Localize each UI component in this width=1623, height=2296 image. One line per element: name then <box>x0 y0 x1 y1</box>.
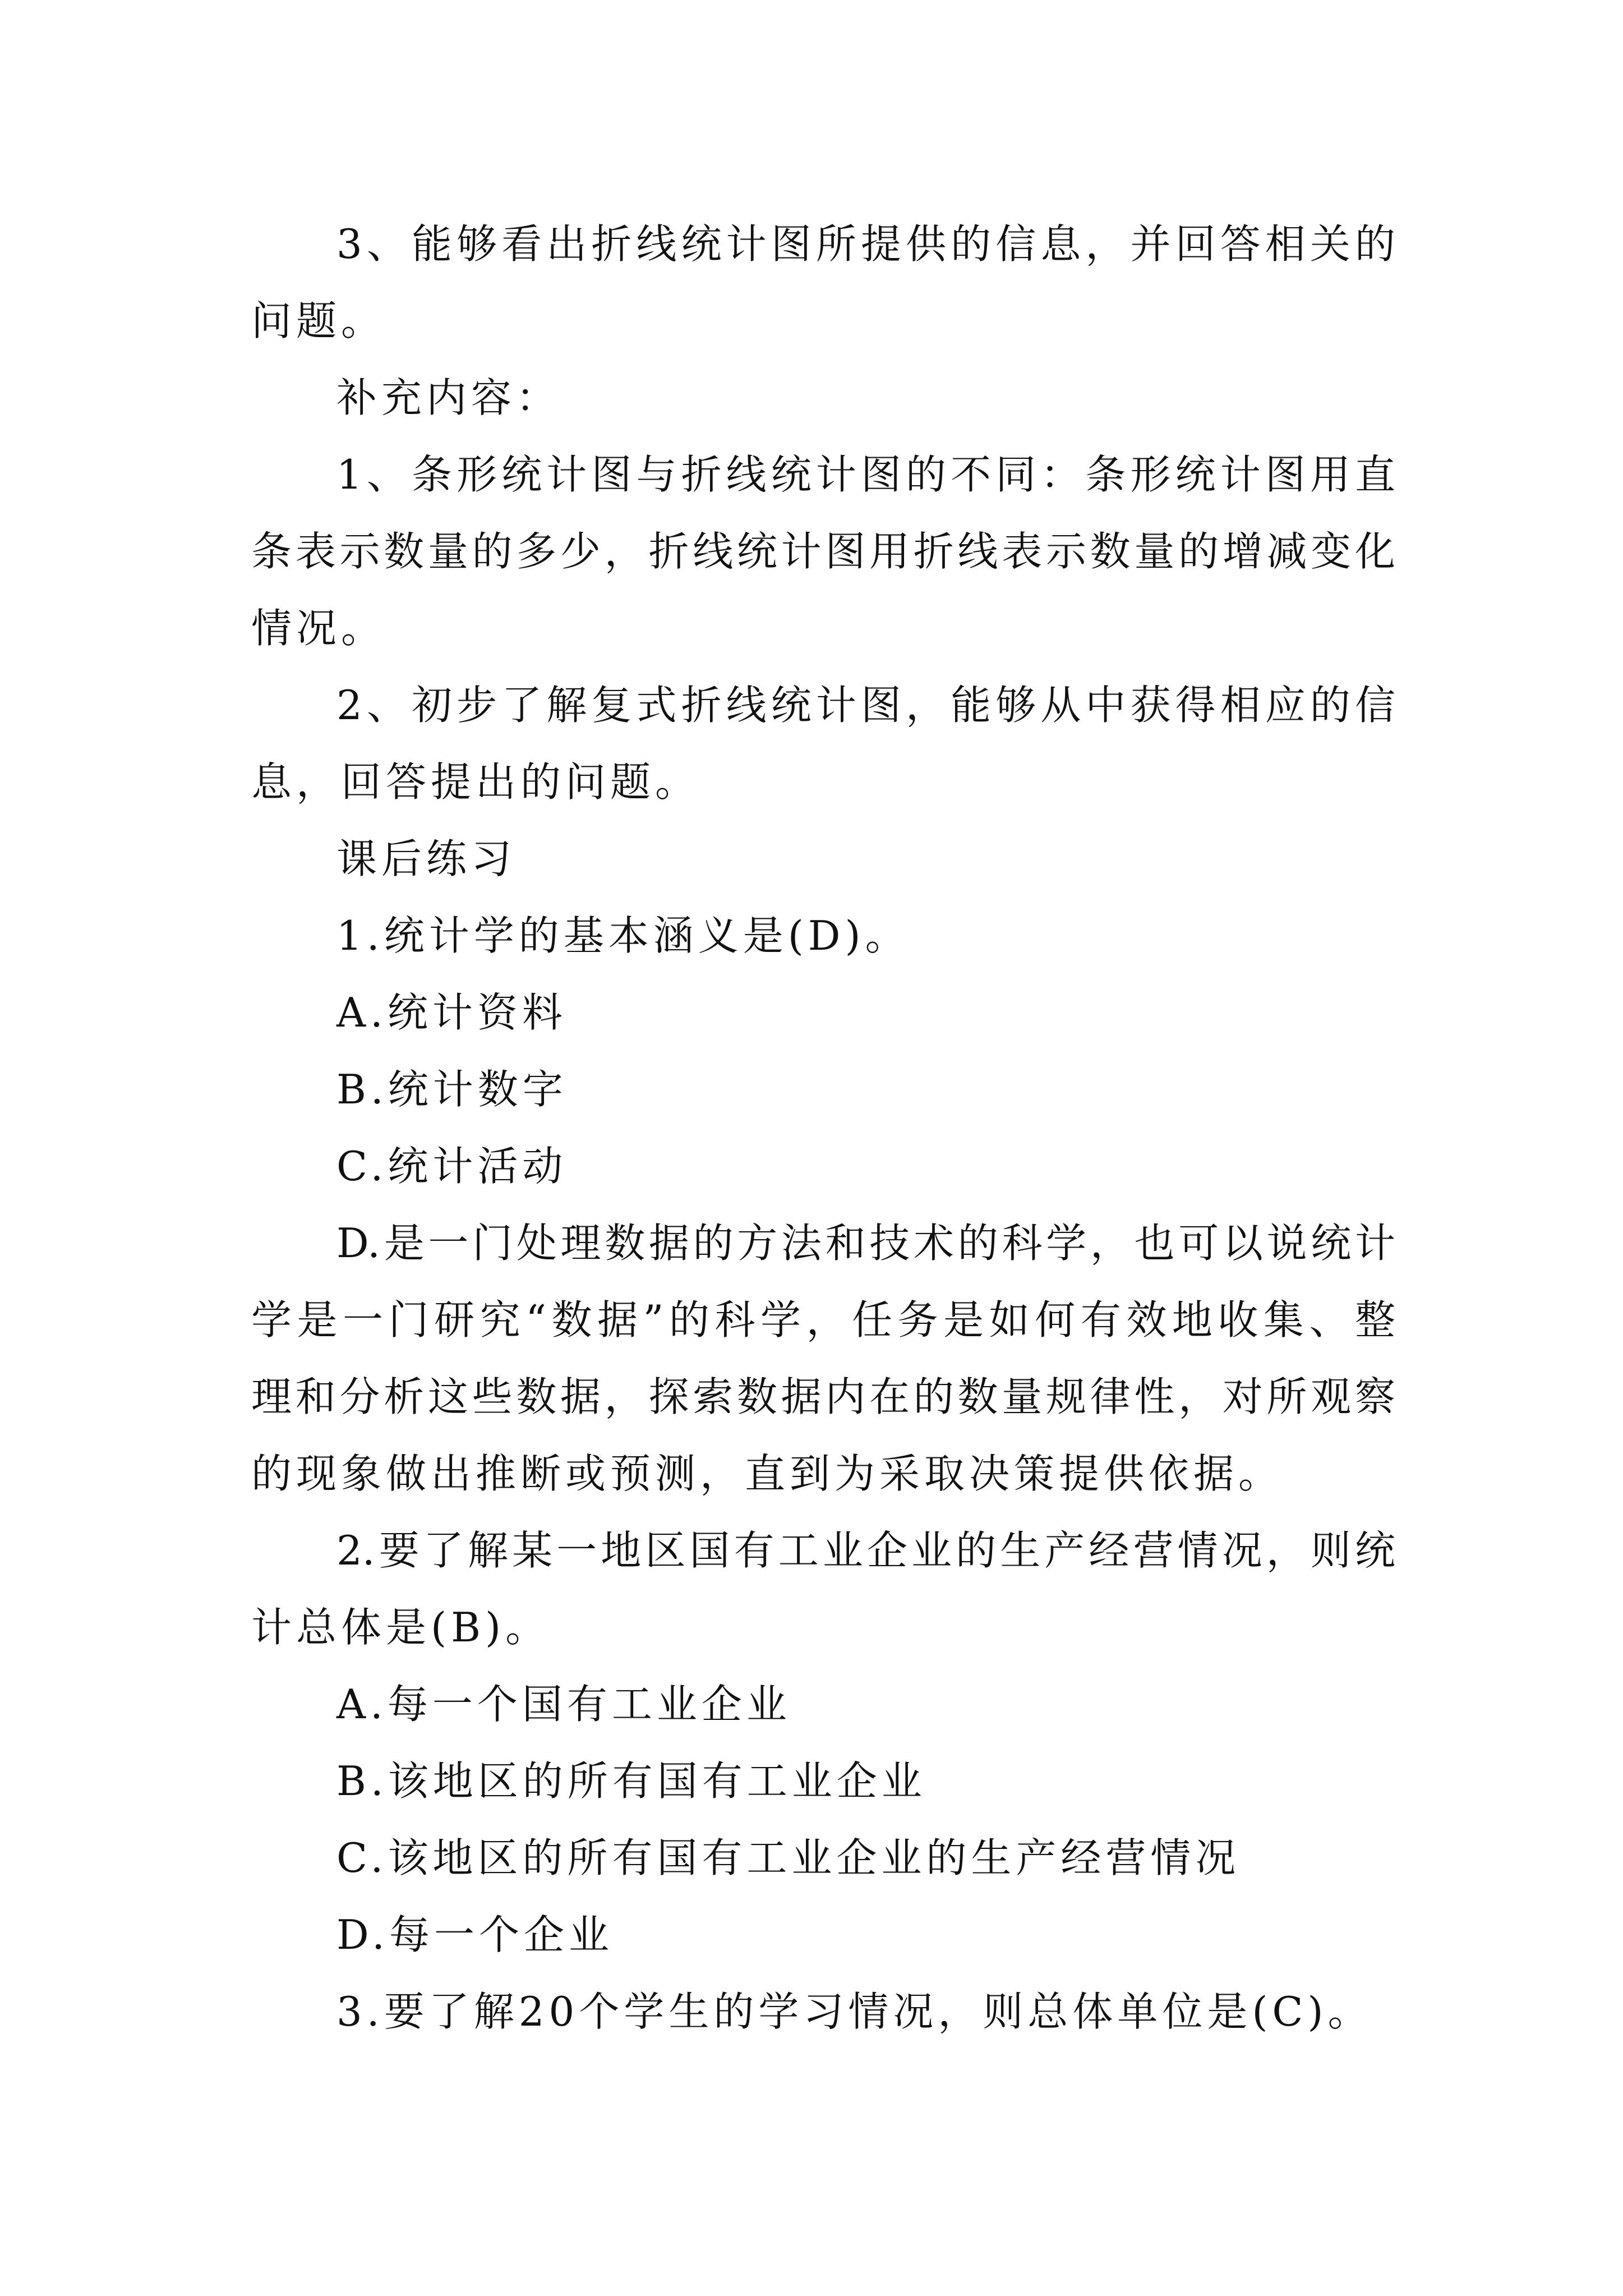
section-heading: 补充内容： <box>336 374 561 421</box>
option-line: C.统计活动 <box>336 1143 568 1190</box>
question-line: 2.要了解某一地区国有工业企业的生产经营情况，则统 <box>336 1527 1395 1574</box>
question-line: 3.要了解20个学生的学习情况，则总体单位是(C)。 <box>336 1988 1373 2035</box>
option-line: B.统计数字 <box>336 1066 568 1113</box>
option-line: C.该地区的所有国有工业企业的生产经营情况 <box>336 1834 1241 1881</box>
question-line: 1.统计学的基本涵义是(D)。 <box>336 912 910 959</box>
paragraph-line: 1、条形统计图与折线统计图的不同：条形统计图用直 <box>336 451 1395 498</box>
section-heading: 课后练习 <box>336 835 517 882</box>
option-line: A.每一个国有工业企业 <box>336 1681 791 1728</box>
paragraph-line: 的现象做出推断或预测，直到为采取决策提供依据。 <box>251 1450 1284 1497</box>
option-line: D.是一门处理数据的方法和技术的科学，也可以说统计 <box>336 1220 1395 1267</box>
paragraph-line: 2、初步了解复式折线统计图，能够从中获得相应的信 <box>336 682 1395 729</box>
option-line: D.每一个企业 <box>336 1911 614 1958</box>
paragraph-line: 条表示数量的多少，折线统计图用折线表示数量的增减变化 <box>251 528 1395 575</box>
paragraph-line: 息，回答提出的问题。 <box>251 758 700 806</box>
paragraph-line: 问题。 <box>251 297 386 344</box>
option-line: B.该地区的所有国有工业企业 <box>336 1757 926 1805</box>
option-line: A.统计资料 <box>336 989 567 1036</box>
question-line: 计总体是(B)。 <box>251 1604 551 1651</box>
paragraph-line: 3、能够看出折线统计图所提供的信息，并回答相关的 <box>336 220 1395 268</box>
paragraph-line: 学是一门研究“数据”的科学，任务是如何有效地收集、整 <box>251 1296 1395 1343</box>
paragraph-line: 情况。 <box>251 605 386 652</box>
paragraph-line: 理和分析这些数据，探索数据内在的数量规律性，对所观察 <box>251 1373 1395 1420</box>
